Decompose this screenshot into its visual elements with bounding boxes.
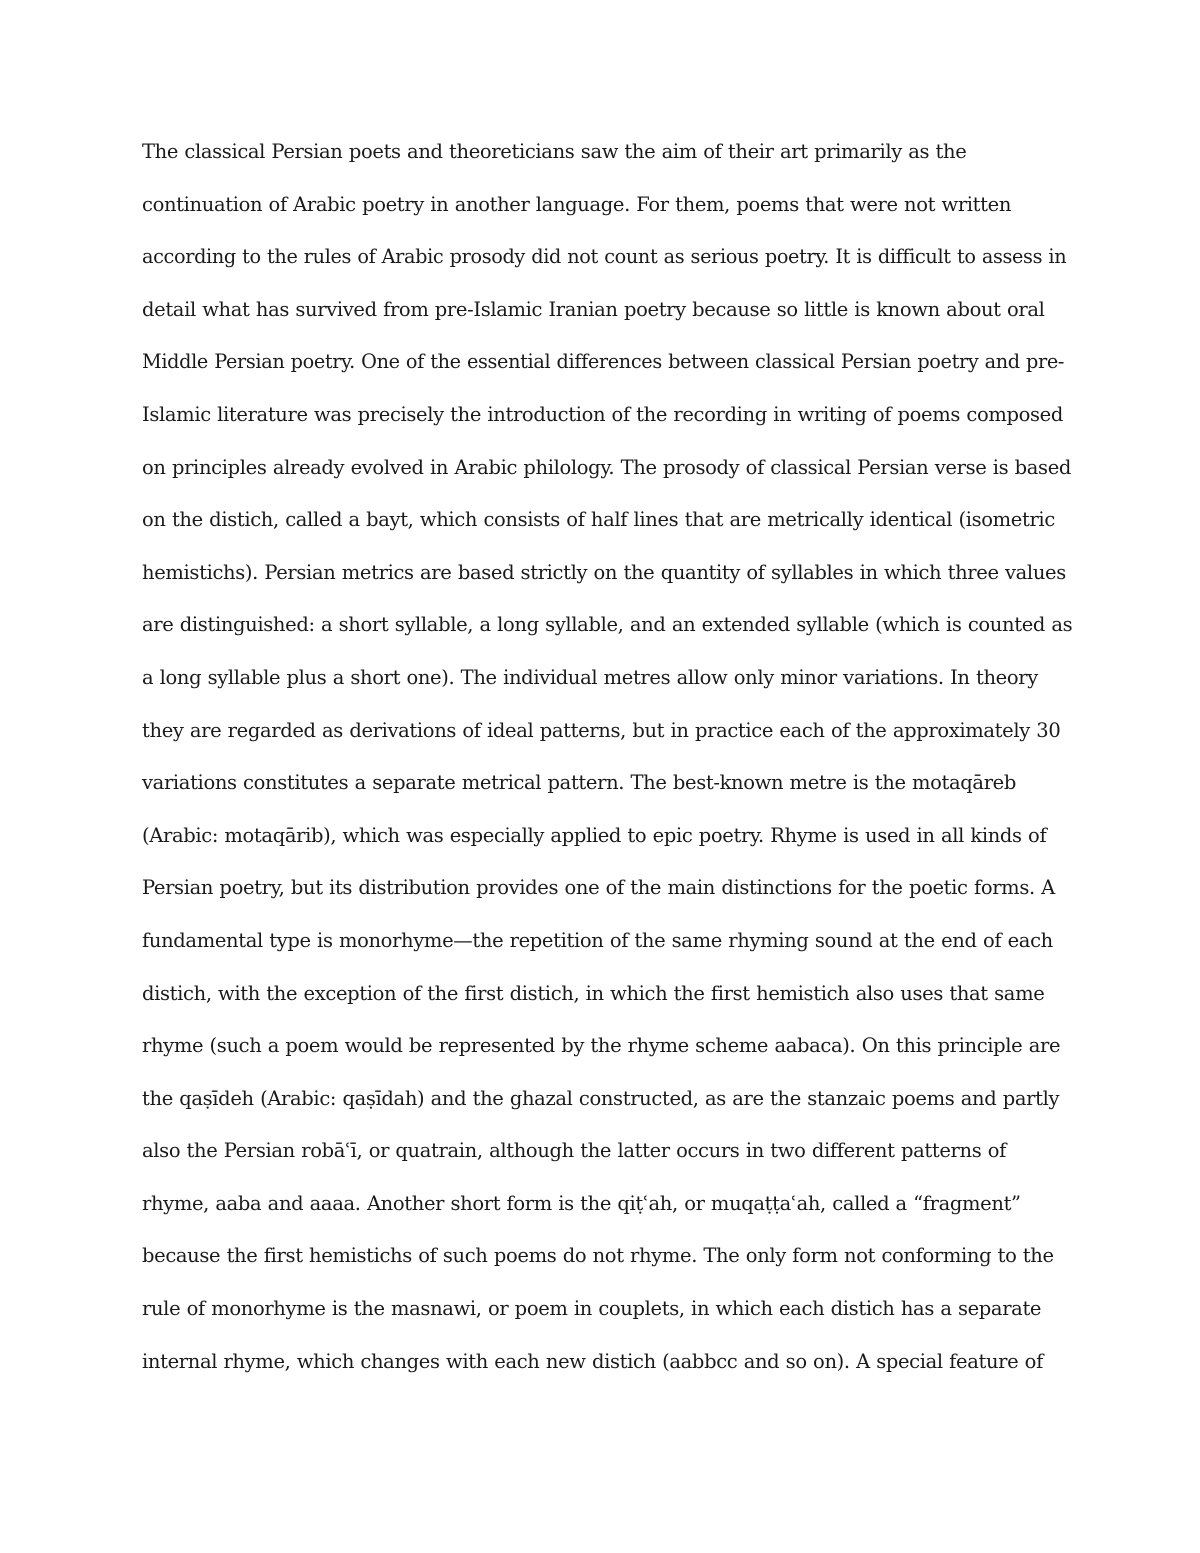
- text-line: the qaṣīdeh (Arabic: qaṣīdah) and the ghazal constructed, as are the stanzaic poems and partly: [142, 1086, 1060, 1110]
- text-line: continuation of Arabic poetry in another language. For them, poems that were not written: [142, 192, 1012, 216]
- text-line: on the distich, called a bayt, which consists of half lines that are metrically identical (isometric: [142, 508, 1055, 532]
- text-line: Middle Persian poetry. One of the essential differences between classical Persian poetry and pre-: [142, 350, 1065, 374]
- text-line: Persian poetry, but its distribution provides one of the main distinctions for the poetic forms. A: [142, 876, 1055, 900]
- body-paragraph: [142, 136, 1072, 1398]
- text-line: they are regarded as derivations of ideal patterns, but in practice each of the approximately 30: [142, 718, 1061, 742]
- text-line: rhyme, aaba and aaaa. Another short form is the qiṭʿah, or muqaṭṭaʿah, called a “fragment”: [142, 1191, 1021, 1215]
- text-line: The classical Persian poets and theoreticians saw the aim of their art primarily as the: [142, 140, 967, 163]
- text-line: according to the rules of Arabic prosody did not count as serious poetry. It is difficult to assess in: [142, 245, 1067, 269]
- text-line: Islamic literature was precisely the introduction of the recording in writing of poems composed: [142, 402, 1063, 426]
- text-line: distich, with the exception of the first distich, in which the first hemistich also uses that same: [142, 981, 1045, 1005]
- text-line: a long syllable plus a short one). The individual metres allow only minor variations. In theory: [142, 665, 1038, 689]
- text-line: rule of monorhyme is the masnawi, or poem in couplets, in which each distich has a separate: [142, 1297, 1042, 1321]
- text-line: fundamental type is monorhyme—the repetition of the same rhyming sound at the end of each: [142, 928, 1053, 952]
- text-line: hemistichs). Persian metrics are based strictly on the quantity of syllables in which three values: [142, 560, 1066, 584]
- text-line: also the Persian robāʿī, or quatrain, although the latter occurs in two different patterns of: [142, 1139, 1006, 1163]
- text-line: are distinguished: a short syllable, a long syllable, and an extended syllable (which is counted as: [142, 613, 1073, 637]
- text-line: variations constitutes a separate metrical pattern. The best-known metre is the motaqāreb: [142, 771, 1017, 795]
- text-line: detail what has survived from pre-Islamic Iranian poetry because so little is known about oral: [142, 297, 1045, 321]
- text-line: internal rhyme, which changes with each new distich (aabbcc and so on). A special feature of: [142, 1349, 1043, 1373]
- text-line: because the first hemistichs of such poems do not rhyme. The only form not conforming to the: [142, 1244, 1054, 1268]
- text-line: on principles already evolved in Arabic philology. The prosody of classical Persian verse is based: [142, 455, 1072, 479]
- text-line: (Arabic: motaqārib), which was especially applied to epic poetry. Rhyme is used in all kinds of: [142, 823, 1047, 847]
- text-line: rhyme (such a poem would be represented by the rhyme scheme aabaca). On this principle are: [142, 1034, 1061, 1058]
